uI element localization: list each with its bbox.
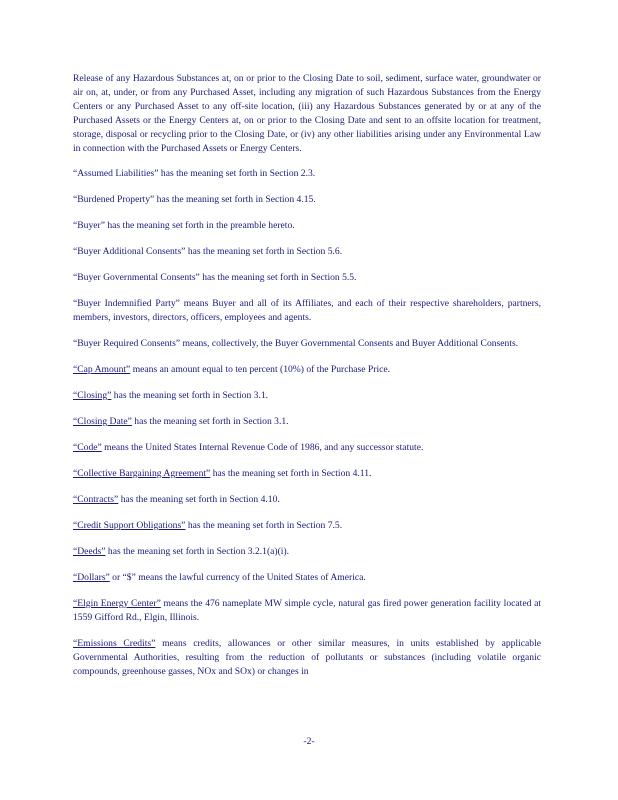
defined-term[interactable]: “Dollars”: [73, 572, 110, 583]
definition-paragraph: [73, 415, 541, 429]
definition-text: has the meaning set forth in Section 4.10.: [118, 494, 280, 505]
defined-term[interactable]: “Cap Amount”: [73, 364, 131, 375]
definition-paragraph: [73, 637, 541, 679]
definition-text: means, collectively, the Buyer Governmental Consents and Buyer Additional Consents.: [180, 338, 519, 349]
defined-term: “Buyer Governmental Consents”: [73, 272, 200, 283]
definition-text: means the United States Internal Revenue Code of 1986, and any successor statute.: [101, 442, 424, 453]
defined-term[interactable]: “Credit Support Obligations”: [73, 520, 186, 531]
definition-paragraph: [73, 571, 541, 585]
defined-term[interactable]: “Code”: [73, 442, 102, 453]
defined-term: “Buyer Indemnified Party”: [73, 298, 180, 309]
definition-text: means the 476 nameplate MW simple cycle, natural gas fired power generation facility located at 1559 Gifford Rd., Elgin, Illinois.: [73, 598, 542, 623]
definition-text: means credits, allowances or other similar measures, in units established by applicable Governmental Authorities, resulting from the reduction of pollutants or substances (including volatile organic compounds, greenhouse gasses, NOx and SOx) or changes in: [73, 638, 541, 677]
definition-text: has the meaning set forth in the preamble hereto.: [104, 220, 295, 231]
definition-text: has the meaning set forth in Section 2.3.: [158, 168, 316, 179]
defined-term: “Buyer Additional Consents”: [73, 246, 186, 257]
definition-text: or “$” means the lawful currency of the United States of America.: [109, 572, 366, 583]
definition-text: has the meaning set forth in Section 7.5.: [185, 520, 343, 531]
defined-term[interactable]: “Emissions Credits”: [73, 638, 156, 649]
defined-term: “Burdened Property”: [73, 194, 155, 205]
definition-paragraph: [73, 597, 541, 625]
defined-term[interactable]: “Deeds”: [73, 546, 106, 557]
definition-text: has the meaning set forth in Section 3.2.1(a)(i).: [105, 546, 290, 557]
definition-paragraph: [73, 363, 541, 377]
defined-term[interactable]: “Contracts”: [73, 494, 119, 505]
defined-term[interactable]: “Collective Bargaining Agreement”: [73, 468, 211, 479]
defined-term[interactable]: “Closing Date”: [73, 416, 132, 427]
definition-paragraph: [73, 337, 541, 351]
definition-paragraph: [73, 219, 541, 233]
definition-text: has the meaning set forth in Section 4.15.: [154, 194, 316, 205]
defined-term: “Buyer”: [73, 220, 105, 231]
definition-paragraph: [73, 193, 541, 207]
definition-paragraph: [73, 441, 541, 455]
definition-text: has the meaning set forth in Section 3.1.: [111, 390, 269, 401]
definition-paragraph: [73, 389, 541, 403]
definition-paragraph: [73, 493, 541, 507]
definition-text: has the meaning set forth in Section 4.11.: [210, 468, 372, 479]
intro-paragraph: Release of any Hazardous Substances at, on or prior to the Closing Date to soil, sediment, surface water, groundwater or air on, at, under, or from any Purchased Asset, including any migration of such Hazardous Substances from the Energy Centers or any Purchased Asset to any off-site location, (iii) any Hazardous Substances generated by or at any of the Purchased Assets or the Energy Centers at, on or prior to the Closing Date and sent to an offsite location for treatment, storage, disposal or recycling prior to the Closing Date, or (iv) any other liabilities arising under any Environmental Law in connection with the Purchased Assets or Energy Centers.: [73, 73, 541, 154]
defined-term[interactable]: “Closing”: [73, 390, 112, 401]
defined-term: “Assumed Liabilities”: [73, 168, 159, 179]
definition-text: has the meaning set forth in Section 5.6.: [185, 246, 343, 257]
definitions-list: [73, 167, 541, 679]
page-number: -2-: [303, 736, 315, 747]
definition-text: means Buyer and all of its Affiliates, and each of their respective shareholders, partners, members, investors, directors, officers, employees and agents.: [73, 298, 541, 323]
definition-text: has the meaning set forth in Section 3.1.: [131, 416, 289, 427]
definition-paragraph: [73, 297, 541, 325]
defined-term: “Buyer Required Consents”: [73, 338, 181, 349]
definition-text: has the meaning set forth in Section 5.5.: [199, 272, 357, 283]
definition-text: means an amount equal to ten percent (10%) of the Purchase Price.: [130, 364, 391, 375]
definition-paragraph: [73, 519, 541, 533]
definition-paragraph: [73, 167, 541, 181]
defined-term[interactable]: “Elgin Energy Center”: [73, 598, 161, 609]
definition-paragraph: [73, 245, 541, 259]
definition-paragraph: [73, 271, 541, 285]
definition-paragraph: [73, 545, 541, 559]
document-body: [73, 72, 541, 691]
definition-paragraph: [73, 467, 541, 481]
